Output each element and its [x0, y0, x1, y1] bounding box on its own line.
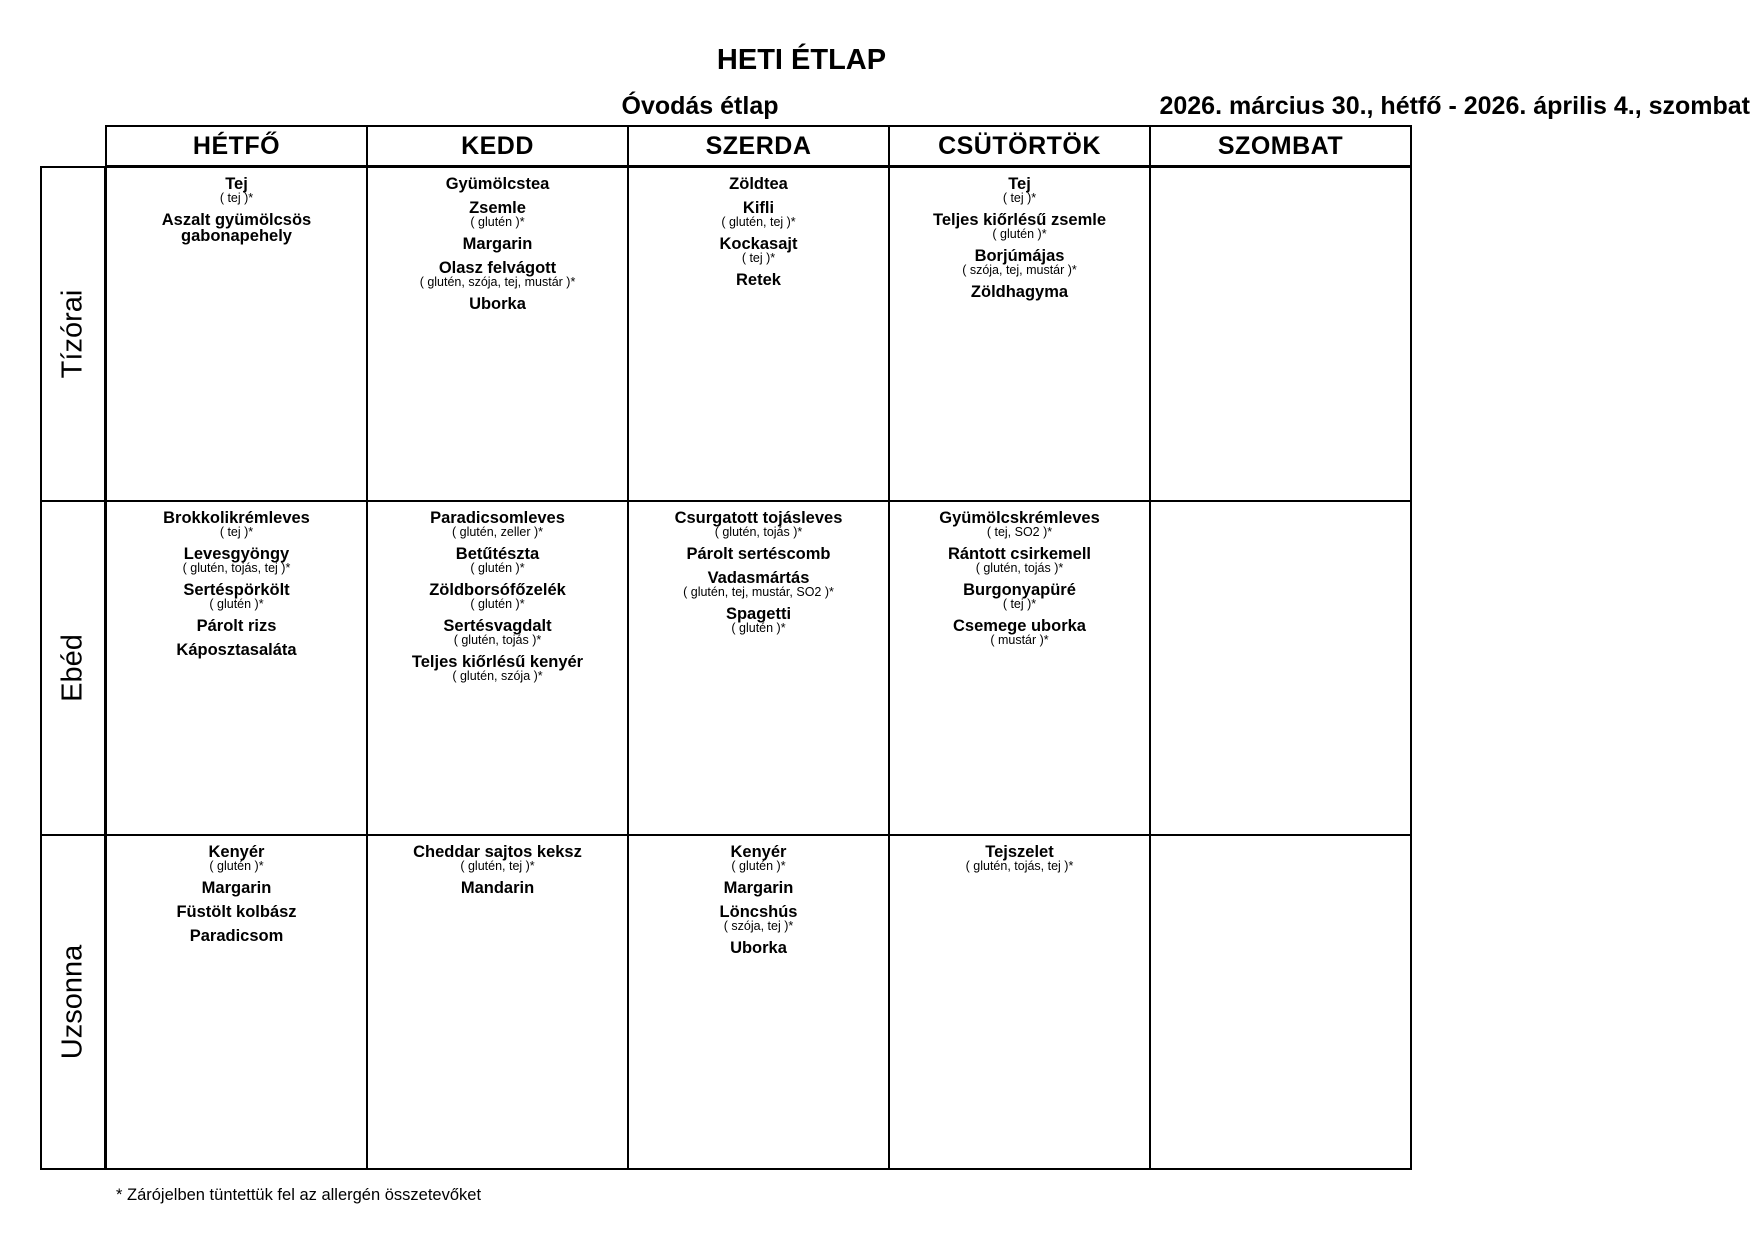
dish-name: Tejszelet [985, 843, 1054, 861]
page-title: HETI ÉTLAP [716, 44, 887, 76]
menu-cell-uzsonna-szombat [1149, 834, 1412, 1170]
dish-allergens: ( glutén )* [470, 597, 525, 611]
menu-item [368, 618, 627, 646]
dish-name: Tej [1008, 175, 1031, 193]
menu-item [107, 642, 366, 658]
menu-cell-uzsonna-kedd [366, 834, 629, 1170]
menu-item [368, 880, 627, 896]
meal-label-ebed [40, 500, 106, 836]
dish-name: Olasz felvágott [438, 259, 557, 277]
menu-cell-tizorai-csutortok [888, 166, 1151, 502]
day-header-szombat: SZOMBAT [1149, 125, 1412, 167]
menu-item [890, 844, 1149, 872]
menu-item [629, 272, 888, 288]
dish-allergens: ( tej )* [219, 191, 254, 205]
menu-cell-tizorai-hetfo [105, 166, 368, 502]
dish-name: Csemege uborka [953, 617, 1086, 635]
menu-item [107, 904, 366, 920]
dish-name: Gyümölcstea [445, 175, 550, 193]
dish-name: Zöldborsófőzelék [429, 581, 566, 599]
dish-allergens: ( glutén, tojás, tej )* [965, 859, 1074, 873]
menu-item [629, 200, 888, 228]
menu-cell-ebed-kedd [366, 500, 629, 836]
dish-name: Sertéspörkölt [183, 581, 290, 599]
menu-item [629, 546, 888, 562]
allergen-footnote: * Zárójelben tüntettük fel az allergén összetevőket [116, 1186, 482, 1204]
dish-name: Margarin [462, 235, 533, 253]
dish-name: Paradicsomleves [430, 509, 565, 527]
dish-allergens: ( glutén, tej, mustár, SO2 )* [683, 585, 834, 599]
dish-name: Aszalt gyümölcsös gabonapehely [161, 211, 312, 245]
dish-allergens: ( glutén, tojás )* [975, 561, 1064, 575]
menu-item [368, 654, 627, 682]
dish-name: Burgonyapüré [963, 581, 1076, 599]
menu-item [107, 844, 366, 872]
dish-name: Levesgyöngy [183, 545, 290, 563]
dish-name: Uborka [469, 295, 526, 313]
menu-item [368, 260, 627, 288]
dish-name: Uborka [730, 939, 787, 957]
dish-name: Zöldtea [729, 175, 788, 193]
menu-cell-ebed-szerda [627, 500, 890, 836]
dish-allergens: ( szója, tej, mustár )* [962, 263, 1077, 277]
dish-allergens: ( glutén, tojás, tej )* [182, 561, 291, 575]
menu-item [107, 176, 366, 204]
menu-item [629, 940, 888, 956]
menu-subtitle: Óvodás étlap [621, 92, 779, 120]
dish-name: Párolt sertéscomb [686, 545, 831, 563]
menu-cell-tizorai-szombat [1149, 166, 1412, 502]
menu-item [368, 582, 627, 610]
menu-item [890, 248, 1149, 276]
dish-allergens: ( glutén, szója )* [452, 669, 543, 683]
dish-name: Löncshús [719, 903, 798, 921]
dish-name: Sertésvagdalt [443, 617, 552, 635]
menu-item [107, 928, 366, 944]
menu-item [629, 606, 888, 634]
dish-name: Borjúmájas [974, 247, 1065, 265]
dish-allergens: ( glutén )* [470, 561, 525, 575]
dish-name: Kenyér [208, 843, 265, 861]
meal-label-uzsonna [40, 834, 106, 1170]
dish-name: Zsemle [469, 199, 526, 217]
meal-label-text: Uzsonna [56, 944, 89, 1060]
dish-name: Vadasmártás [707, 569, 810, 587]
dish-name: Margarin [201, 879, 272, 897]
dish-allergens: ( glutén, szója, tej, mustár )* [419, 275, 576, 289]
dish-name: Spagetti [725, 605, 792, 623]
menu-cell-ebed-szombat [1149, 500, 1412, 836]
dish-name: Paradicsom [189, 927, 284, 945]
date-range: 2026. március 30., hétfő - 2026. április 4., szombat [1159, 92, 1750, 120]
dish-allergens: ( tej )* [741, 251, 776, 265]
dish-allergens: ( tej )* [219, 525, 254, 539]
dish-name: Tej [225, 175, 248, 193]
menu-item [629, 844, 888, 872]
dish-allergens: ( glutén )* [992, 227, 1047, 241]
menu-cell-uzsonna-csutortok [888, 834, 1151, 1170]
day-header-kedd: KEDD [366, 125, 629, 167]
menu-cell-tizorai-kedd [366, 166, 629, 502]
dish-allergens: ( glutén )* [209, 859, 264, 873]
dish-name: Teljes kiőrlésű kenyér [411, 653, 584, 671]
menu-item [890, 582, 1149, 610]
dish-allergens: ( glutén, tojás )* [453, 633, 542, 647]
dish-name: Betűtészta [455, 545, 540, 563]
dish-allergens: ( glutén )* [209, 597, 264, 611]
dish-allergens: ( tej, SO2 )* [986, 525, 1053, 539]
meal-label-tizorai [40, 166, 106, 502]
menu-cell-ebed-csutortok [888, 500, 1151, 836]
menu-item [107, 212, 366, 244]
meal-label-text: Tízórai [56, 289, 89, 379]
dish-allergens: ( glutén, tej )* [721, 215, 796, 229]
menu-item [107, 582, 366, 610]
menu-item [629, 880, 888, 896]
dish-allergens: ( glutén )* [470, 215, 525, 229]
dish-name: Kenyér [730, 843, 787, 861]
menu-cell-uzsonna-hetfo [105, 834, 368, 1170]
dish-allergens: ( glutén )* [731, 621, 786, 635]
menu-item [890, 284, 1149, 300]
dish-name: Kockasajt [719, 235, 798, 253]
menu-item [890, 212, 1149, 240]
dish-name: Füstölt kolbász [176, 903, 297, 921]
dish-allergens: ( tej )* [1002, 191, 1037, 205]
dish-name: Mandarin [460, 879, 535, 897]
menu-item [890, 618, 1149, 646]
menu-item [890, 546, 1149, 574]
menu-cell-tizorai-szerda [627, 166, 890, 502]
dish-name: Zöldhagyma [970, 283, 1069, 301]
dish-name: Kifli [742, 199, 775, 217]
menu-item [107, 546, 366, 574]
dish-allergens: ( glutén, tej )* [460, 859, 535, 873]
dish-allergens: ( mustár )* [990, 633, 1049, 647]
day-header-hetfo: HÉTFŐ [105, 125, 368, 167]
dish-allergens: ( glutén, zeller )* [451, 525, 543, 539]
menu-item [368, 510, 627, 538]
menu-item [629, 570, 888, 598]
dish-allergens: ( szója, tej )* [723, 919, 794, 933]
menu-item [368, 296, 627, 312]
menu-item [629, 236, 888, 264]
menu-item [368, 200, 627, 228]
day-header-szerda: SZERDA [627, 125, 890, 167]
dish-name: Brokkolikrémleves [163, 509, 310, 527]
menu-item [107, 880, 366, 896]
menu-item [629, 904, 888, 932]
menu-item [890, 510, 1149, 538]
menu-item [107, 510, 366, 538]
dish-name: Teljes kiőrlésű zsemle [932, 211, 1107, 229]
dish-allergens: ( glutén, tojás )* [714, 525, 803, 539]
menu-item [368, 844, 627, 872]
dish-name: Cheddar sajtos keksz [413, 843, 582, 861]
dish-allergens: ( tej )* [1002, 597, 1037, 611]
menu-item [368, 236, 627, 252]
menu-cell-uzsonna-szerda [627, 834, 890, 1170]
dish-name: Rántott csirkemell [947, 545, 1092, 563]
meal-label-text: Ebéd [56, 634, 89, 702]
dish-allergens: ( glutén )* [731, 859, 786, 873]
menu-item [629, 510, 888, 538]
dish-name: Margarin [723, 879, 794, 897]
dish-name: Párolt rizs [196, 617, 277, 635]
menu-item [629, 176, 888, 192]
menu-item [368, 176, 627, 192]
menu-item [368, 546, 627, 574]
menu-cell-ebed-hetfo [105, 500, 368, 836]
day-header-csutortok: CSÜTÖRTÖK [888, 125, 1151, 167]
menu-item [107, 618, 366, 634]
dish-name: Csurgatott tojásleves [674, 509, 843, 527]
dish-name: Retek [736, 271, 781, 289]
dish-name: Gyümölcskrémleves [939, 509, 1100, 527]
dish-name: Káposztasaláta [176, 641, 297, 659]
menu-item [890, 176, 1149, 204]
